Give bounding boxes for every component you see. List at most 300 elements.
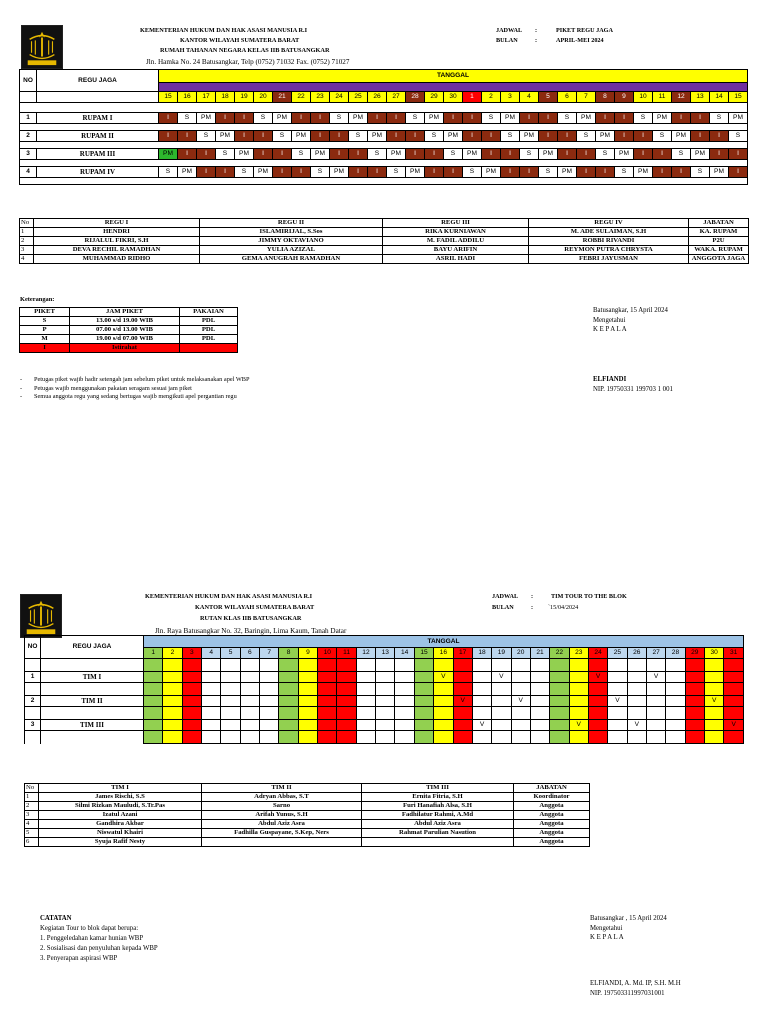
- tour-cell: [550, 720, 569, 731]
- tour-cell: [608, 672, 627, 683]
- shift-cell: I: [425, 149, 444, 160]
- shift-cell: I: [406, 131, 425, 142]
- date-header: 2: [163, 648, 182, 659]
- tour-cell: [453, 720, 472, 731]
- day-fill: [298, 659, 317, 672]
- shift-cell: S: [425, 131, 444, 142]
- roster-cell: Koordinator: [514, 793, 590, 802]
- shift-cell: S: [539, 167, 558, 178]
- shift-cell: I: [520, 113, 539, 124]
- signer-nip: NIP. 197503311997031001: [590, 989, 665, 997]
- day-fill: [337, 659, 356, 672]
- roster-row: [20, 228, 749, 237]
- roster-header: REGU III: [383, 219, 529, 228]
- shift-cell: I: [235, 131, 254, 142]
- regional-office-title: KANTOR WILAYAH SUMATERA BARAT: [180, 37, 300, 44]
- tour-cell: V: [472, 720, 491, 731]
- tour-cell: [240, 672, 259, 683]
- shift-cell: I: [311, 113, 330, 124]
- shift-cell: I: [216, 167, 235, 178]
- blank-cell: [25, 731, 41, 744]
- tour-cell: [240, 720, 259, 731]
- date-header: 16: [434, 648, 453, 659]
- day-fill: [240, 731, 259, 744]
- roster-header: REGU IV: [529, 219, 689, 228]
- tour-cell: [666, 720, 685, 731]
- blank-cell: [41, 707, 144, 720]
- date-header: 25: [349, 92, 368, 103]
- day-fill: [627, 707, 646, 720]
- shift-cell: I: [444, 167, 463, 178]
- tour-cell: V: [511, 696, 530, 707]
- date-header: 26: [368, 92, 387, 103]
- date-header: 16: [178, 92, 197, 103]
- date-header: 24: [588, 648, 607, 659]
- sign-place-date: Batusangkar , 15 April 2024: [590, 915, 667, 922]
- day-fill: [685, 683, 704, 696]
- day-fill: [492, 731, 511, 744]
- tour-cell: [318, 696, 337, 707]
- roster-cell: [202, 838, 362, 847]
- day-fill: [182, 707, 201, 720]
- jadwal-sep: :: [535, 27, 538, 34]
- shift-cell: I: [596, 113, 615, 124]
- shift-cell: PM: [273, 113, 292, 124]
- note-item: - Petugas wajib menggunakan pakaian seragam sesuai jam piket: [20, 384, 192, 392]
- day-fill: [298, 707, 317, 720]
- tour-cell: [182, 672, 201, 683]
- date-header: 4: [202, 648, 221, 659]
- day-fill: [356, 707, 375, 720]
- shift-cell: I: [330, 149, 349, 160]
- shift-cell: S: [406, 113, 425, 124]
- tour-cell: [685, 696, 704, 707]
- day-fill: [414, 659, 433, 672]
- date-header: 20: [511, 648, 530, 659]
- roster-cell: Fadhilatur Rahmi, A.Md: [362, 811, 514, 820]
- roster-cell: 6: [25, 838, 39, 847]
- date-header: 14: [395, 648, 414, 659]
- date-header: 7: [260, 648, 279, 659]
- date-header: 28: [406, 92, 425, 103]
- day-fill: [376, 659, 395, 672]
- date-header: 25: [608, 648, 627, 659]
- day-fill: [414, 731, 433, 744]
- tour-cell: [414, 696, 433, 707]
- tour-cell: [608, 720, 627, 731]
- day-fill: [724, 659, 744, 672]
- roster-row: [25, 811, 590, 820]
- tour-cell: [376, 672, 395, 683]
- row-number: 4: [20, 167, 37, 178]
- schedule-row: [25, 696, 744, 707]
- tour-cell: [414, 672, 433, 683]
- day-fill: [453, 731, 472, 744]
- tour-cell: [260, 672, 279, 683]
- tour-cell: [588, 696, 607, 707]
- shift-cell: S: [577, 131, 596, 142]
- day-fill: [318, 659, 337, 672]
- shift-cell: PM: [501, 113, 520, 124]
- date-header: 22: [292, 92, 311, 103]
- tour-cell: [550, 672, 569, 683]
- institution-title: RUTAN KLAS IIB BATUSANGKAR: [200, 615, 302, 622]
- day-fill: [530, 683, 549, 696]
- shift-cell: S: [444, 149, 463, 160]
- bulan-value: APRIL-MEI 2024: [556, 37, 604, 44]
- day-fill: [240, 659, 259, 672]
- day-fill: [356, 731, 375, 744]
- tour-cell: [163, 672, 182, 683]
- tour-cell: [279, 720, 298, 731]
- shift-cell: S: [501, 131, 520, 142]
- day-fill: [511, 731, 530, 744]
- legend-cell: 13.00 s/d 19.00 WIB: [70, 317, 180, 326]
- tour-cell: [260, 720, 279, 731]
- tour-cell: [627, 696, 646, 707]
- sign-place-date: Batusangkar, 15 April 2024: [593, 307, 668, 314]
- day-fill: [627, 659, 646, 672]
- day-fill: [608, 731, 627, 744]
- col-header-no: NO: [25, 636, 41, 659]
- day-fill: [337, 707, 356, 720]
- shift-cell: I: [501, 167, 520, 178]
- tour-cell: [376, 696, 395, 707]
- date-header: 2: [482, 92, 501, 103]
- day-fill: [569, 659, 588, 672]
- shift-cell: PM: [558, 167, 577, 178]
- institution-address: Jln. Hamka No. 24 Batusangkar, Telp (0752) 71032 Fax. (0752) 71027: [146, 58, 350, 66]
- date-header: 28: [666, 648, 685, 659]
- day-fill: [646, 683, 665, 696]
- tour-cell: [337, 672, 356, 683]
- day-fill: [356, 683, 375, 696]
- tour-cell: [298, 696, 317, 707]
- date-header: 12: [356, 648, 375, 659]
- shift-cell: PM: [235, 149, 254, 160]
- roster-row: [20, 255, 749, 264]
- tour-cell: [395, 672, 414, 683]
- date-header: 20: [254, 92, 273, 103]
- legend-cell: M: [20, 335, 70, 344]
- tour-cell: [588, 720, 607, 731]
- day-fill: [240, 683, 259, 696]
- legend-cell: 07.00 s/d 13.00 WIB: [70, 326, 180, 335]
- day-fill: [240, 707, 259, 720]
- day-fill: [221, 731, 240, 744]
- day-fill: [182, 731, 201, 744]
- date-header: 7: [577, 92, 596, 103]
- shift-cell: S: [197, 131, 216, 142]
- shift-cell: S: [653, 131, 672, 142]
- day-fill: [144, 659, 163, 672]
- legend-header: PAKAIAN: [180, 308, 238, 317]
- roster-cell: JIMMY OKTAVIANO: [200, 237, 383, 246]
- date-header: 30: [704, 648, 723, 659]
- blank-cell: [41, 683, 144, 696]
- day-fill: [279, 707, 298, 720]
- tour-cell: [318, 672, 337, 683]
- shift-cell: PM: [710, 167, 729, 178]
- roster-cell: RIJALUL FIKRI, S.H: [34, 237, 200, 246]
- roster-header: TIM III: [362, 784, 514, 793]
- shift-cell: S: [691, 167, 710, 178]
- group-name: RUPAM III: [37, 149, 159, 160]
- date-header: 31: [724, 648, 744, 659]
- signature-block: [593, 306, 668, 335]
- roster-cell: 4: [20, 255, 34, 264]
- day-fill: [492, 707, 511, 720]
- day-fill: [588, 683, 607, 696]
- day-fill: [144, 731, 163, 744]
- tour-cell: [472, 672, 491, 683]
- day-fill: [434, 683, 453, 696]
- notes-list: [20, 376, 250, 402]
- day-fill: [492, 659, 511, 672]
- date-header: 23: [311, 92, 330, 103]
- day-fill: [724, 707, 744, 720]
- day-fill: [221, 707, 240, 720]
- tour-cell: [666, 696, 685, 707]
- roster-row: [25, 793, 590, 802]
- day-fill: [163, 659, 182, 672]
- ministry-title: KEMENTERIAN HUKUM DAN HAK ASASI MANUSIA R.I: [145, 593, 313, 600]
- blank-cell: [25, 659, 41, 672]
- col-header-regu-jaga: REGU JAGA: [37, 70, 159, 92]
- day-fill: [511, 683, 530, 696]
- day-fill: [279, 659, 298, 672]
- legend-row: [20, 317, 238, 326]
- legend-header: PIKET: [20, 308, 70, 317]
- tour-cell: [511, 672, 530, 683]
- blank-cell: [37, 92, 159, 103]
- roster-row: [20, 246, 749, 255]
- roster-cell: RIKA KURNIAWAN: [383, 228, 529, 237]
- shift-cell: S: [178, 113, 197, 124]
- day-fill: [221, 683, 240, 696]
- day-fill: [202, 683, 221, 696]
- roster-cell: Syuja Rafif Nesty: [39, 838, 202, 847]
- shift-cell: PM: [254, 167, 273, 178]
- date-header: 14: [710, 92, 729, 103]
- roster-cell: 3: [20, 246, 34, 255]
- shift-cell: I: [330, 131, 349, 142]
- shift-cell: I: [482, 131, 501, 142]
- date-header: 5: [539, 92, 558, 103]
- shift-cell: I: [634, 131, 653, 142]
- day-fill: [666, 707, 685, 720]
- legend-cell: 19.00 s/d 07.00 WIB: [70, 335, 180, 344]
- day-fill: [608, 707, 627, 720]
- tour-cell: [666, 672, 685, 683]
- note-item: - Petugas piket wajib hadir setengah jam sebelum piket untuk melaksanakan apel WBP: [20, 376, 250, 383]
- day-fill: [395, 707, 414, 720]
- date-header: 13: [376, 648, 395, 659]
- roster-cell: M. FADIL ADDILU: [383, 237, 529, 246]
- roster-header: TIM I: [39, 784, 202, 793]
- legend-header: JAM PIKET: [70, 308, 180, 317]
- day-fill: [144, 707, 163, 720]
- bulan-sep: :: [535, 37, 538, 44]
- shift-cell: PM: [577, 113, 596, 124]
- day-fill: [453, 707, 472, 720]
- roster-cell: 4: [25, 820, 39, 829]
- col-header-tanggal: TANGGAL: [144, 636, 744, 648]
- shift-cell: PM: [634, 167, 653, 178]
- shift-cell: I: [615, 113, 634, 124]
- shift-cell: I: [596, 167, 615, 178]
- shift-cell: S: [710, 113, 729, 124]
- day-fill: [182, 683, 201, 696]
- shift-cell: I: [577, 167, 596, 178]
- legend-cell: I: [20, 344, 70, 353]
- schedule-row: [25, 720, 744, 731]
- tour-cell: [530, 696, 549, 707]
- shift-cell: PM: [197, 113, 216, 124]
- row-number: 3: [20, 149, 37, 160]
- tour-cell: [511, 720, 530, 731]
- tour-cell: [337, 696, 356, 707]
- shift-cell: I: [634, 149, 653, 160]
- day-fill: [318, 683, 337, 696]
- shift-cell: I: [691, 113, 710, 124]
- shift-cell: PM: [178, 167, 197, 178]
- roster-cell: Gandhira Akbar: [39, 820, 202, 829]
- date-header: 30: [444, 92, 463, 103]
- day-fill: [666, 731, 685, 744]
- shift-cell: I: [292, 167, 311, 178]
- shift-cell: PM: [653, 113, 672, 124]
- tour-cell: [356, 696, 375, 707]
- day-fill: [569, 707, 588, 720]
- tour-cell: [279, 696, 298, 707]
- tour-cell: V: [704, 696, 723, 707]
- schedule-row: [20, 167, 748, 178]
- signer-name: ELFIANDI: [593, 376, 627, 383]
- date-header: 18: [472, 648, 491, 659]
- shift-cell: I: [349, 167, 368, 178]
- tour-cell: [144, 696, 163, 707]
- tour-cell: [202, 720, 221, 731]
- shift-cell: I: [729, 149, 748, 160]
- roster-cell: M. ADE SULAIMAN, S.H: [529, 228, 689, 237]
- date-header: 3: [182, 648, 201, 659]
- shift-cell: PM: [406, 167, 425, 178]
- legend-cell: Istirahat: [70, 344, 180, 353]
- date-header: 11: [337, 648, 356, 659]
- roster-cell: Anggota: [514, 838, 590, 847]
- roster-cell: Anggota: [514, 802, 590, 811]
- day-fill: [472, 659, 491, 672]
- tour-cell: [569, 696, 588, 707]
- tour-cell: [356, 720, 375, 731]
- shift-cell: PM: [539, 149, 558, 160]
- legend-row: [20, 326, 238, 335]
- tour-cell: [472, 696, 491, 707]
- shift-cell: S: [672, 149, 691, 160]
- shift-cell: PM: [520, 131, 539, 142]
- blank-cell: [41, 731, 144, 744]
- day-fill: [163, 731, 182, 744]
- shift-cell: I: [425, 167, 444, 178]
- day-fill: [550, 683, 569, 696]
- tour-cell: [376, 720, 395, 731]
- piket-schedule-table: [19, 69, 748, 185]
- day-fill: [260, 731, 279, 744]
- tour-cell: [530, 672, 549, 683]
- tour-cell: [395, 720, 414, 731]
- tour-cell: [646, 720, 665, 731]
- tour-cell: [530, 720, 549, 731]
- date-header: 6: [558, 92, 577, 103]
- date-header: 19: [492, 648, 511, 659]
- day-fill: [608, 683, 627, 696]
- shift-cell: S: [482, 113, 501, 124]
- bulan-label: BULAN: [492, 604, 514, 611]
- day-fill: [260, 707, 279, 720]
- day-fill: [163, 683, 182, 696]
- date-header: 4: [520, 92, 539, 103]
- shift-cell: I: [482, 149, 501, 160]
- date-header: 8: [596, 92, 615, 103]
- day-fill: [260, 683, 279, 696]
- tour-cell: [724, 672, 744, 683]
- date-header: 22: [550, 648, 569, 659]
- pengayoman-emblem-icon: [20, 594, 62, 638]
- day-fill: [530, 707, 549, 720]
- row-number: 3: [25, 720, 41, 731]
- day-fill: [221, 659, 240, 672]
- schedule-row: [20, 131, 748, 142]
- catatan-title: CATATAN: [40, 915, 72, 922]
- jadwal-value: PIKET REGU JAGA: [556, 27, 613, 34]
- shift-cell: PM: [368, 131, 387, 142]
- roster-cell: ROBBI RIVANDI: [529, 237, 689, 246]
- day-fill: [453, 659, 472, 672]
- shift-cell: I: [444, 113, 463, 124]
- row-gap: [20, 103, 748, 113]
- row-gap: [20, 142, 748, 149]
- tour-cell: [318, 720, 337, 731]
- shift-cell: I: [368, 113, 387, 124]
- bulan-label: BULAN: [496, 37, 518, 44]
- tour-cell: [453, 672, 472, 683]
- shift-cell: I: [710, 131, 729, 142]
- tour-cell: V: [492, 672, 511, 683]
- day-fill: [434, 731, 453, 744]
- legend-title: Keterangan:: [20, 296, 55, 303]
- shift-cell: I: [406, 149, 425, 160]
- team-name: TIM III: [41, 720, 144, 731]
- tour-cell: V: [608, 696, 627, 707]
- shift-cell: I: [653, 167, 672, 178]
- tour-cell: [298, 720, 317, 731]
- tour-cell: V: [434, 672, 453, 683]
- roster-cell: Silmi Rizkan Mauludi, S.Tr.Pas: [39, 802, 202, 811]
- tour-cell: [356, 672, 375, 683]
- note-item: - Semua anggota regu yang sedang bertugas wajib mengikuti apel pergantian regu: [20, 393, 237, 401]
- date-header: 26: [627, 648, 646, 659]
- date-header: 13: [691, 92, 710, 103]
- roster-row: [25, 802, 590, 811]
- date-header: 9: [298, 648, 317, 659]
- legend-cell: PDL: [180, 326, 238, 335]
- shift-cell: I: [710, 149, 729, 160]
- tour-cell: [724, 696, 744, 707]
- shift-cell: I: [672, 167, 691, 178]
- tour-cell: [395, 696, 414, 707]
- legend-table: [19, 307, 238, 353]
